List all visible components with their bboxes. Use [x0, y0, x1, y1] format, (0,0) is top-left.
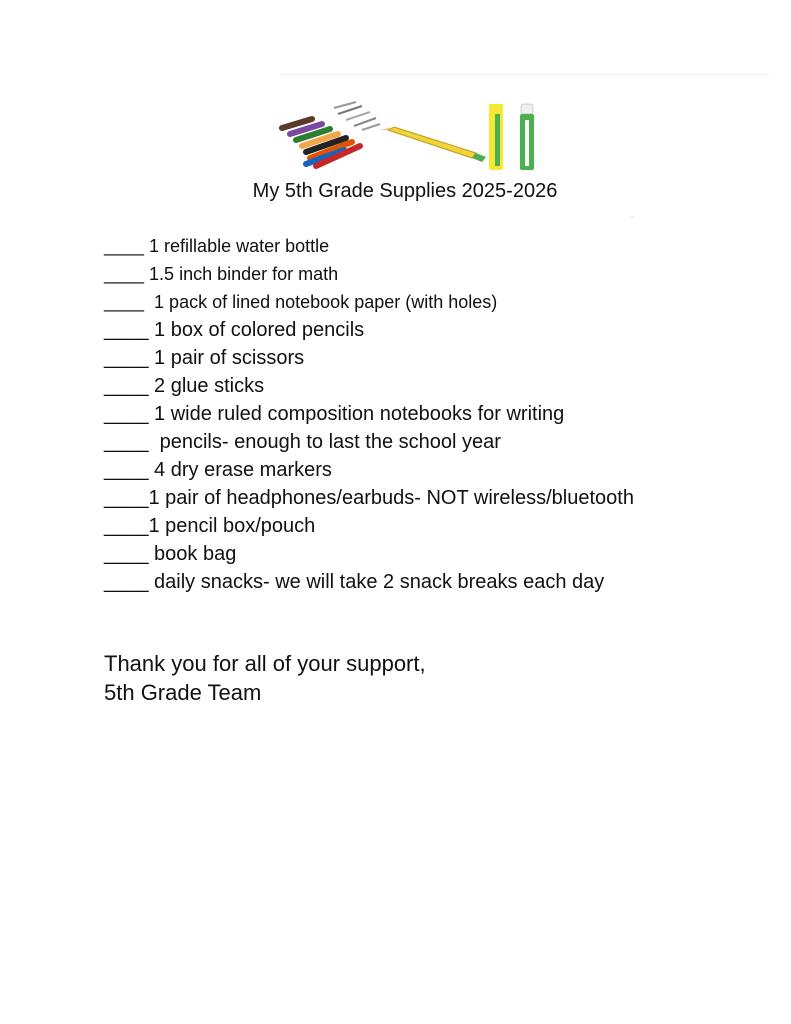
- supply-item-daily-snacks: ____ daily snacks- we will take 2 snack breaks each day: [104, 571, 605, 593]
- supply-item-glue-sticks: ____ 2 glue sticks: [104, 375, 265, 397]
- supply-item-scissors: ____ 1 pair of scissors: [104, 347, 305, 369]
- supply-item-headphones: ____1 pair of headphones/earbuds- NOT wireless/bluetooth: [104, 487, 634, 509]
- supply-item-book-bag: ____ book bag: [104, 543, 237, 565]
- supply-item-dry-erase-markers: ____ 4 dry erase markers: [104, 459, 332, 481]
- pencil-icon: [380, 127, 486, 162]
- supply-list: [104, 232, 634, 596]
- scan-speck: [631, 216, 634, 218]
- supply-item-binder: ____ 1.5 inch binder for math: [104, 264, 339, 284]
- closing-signature: 5th Grade Team: [104, 680, 262, 705]
- supply-item-water-bottle: ____ 1 refillable water bottle: [104, 236, 330, 256]
- school-supplies-clipart: [276, 100, 551, 172]
- supply-item-pencil-box: ____1 pencil box/pouch: [104, 515, 316, 537]
- page-title: My 5th Grade Supplies 2025-2026: [252, 180, 558, 202]
- supply-item-colored-pencils: ____ 1 box of colored pencils: [104, 319, 365, 341]
- supply-item-pencils: ____ pencils- enough to last the school year: [104, 431, 501, 453]
- closing-note: [104, 649, 426, 707]
- glue-sticks-icon: [489, 104, 534, 170]
- markers-icon: [282, 102, 380, 166]
- supply-item-composition-notebooks: ____ 1 wide ruled composition notebooks for writing: [104, 403, 565, 425]
- supply-item-notebook-paper: ____ 1 pack of lined notebook paper (with holes): [104, 292, 498, 312]
- faint-top-line: [280, 74, 770, 75]
- closing-thanks: Thank you for all of your support,: [104, 651, 426, 676]
